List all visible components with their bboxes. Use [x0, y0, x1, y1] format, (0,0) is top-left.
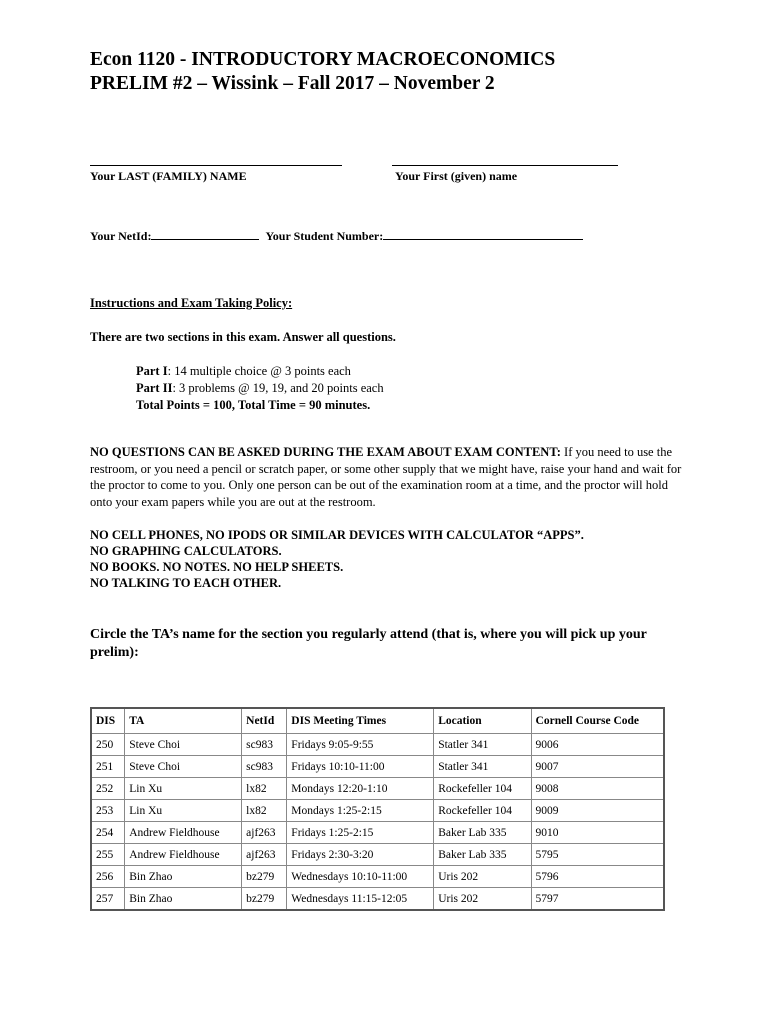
no-questions-bold: NO QUESTIONS CAN BE ASKED DURING THE EXAM ABOUT EXAM CONTENT: — [90, 445, 561, 459]
header-location: Location — [434, 708, 531, 734]
cell-location: Statler 341 — [434, 756, 531, 778]
cell-location: Baker Lab 335 — [434, 822, 531, 844]
cell-location: Rockefeller 104 — [434, 778, 531, 800]
cell-dis: 253 — [91, 800, 125, 822]
rule-no-talking: NO TALKING TO EACH OTHER. — [90, 576, 282, 590]
last-name-field[interactable] — [90, 165, 342, 166]
student-number-label: Your Student Number: — [265, 229, 384, 243]
cell-location: Statler 341 — [434, 734, 531, 756]
cell-ta[interactable]: Bin Zhao — [125, 866, 242, 888]
cell-meeting-time: Mondays 12:20-1:10 — [287, 778, 434, 800]
cell-meeting-time: Wednesdays 11:15-12:05 — [287, 888, 434, 911]
cell-dis: 256 — [91, 866, 125, 888]
cell-location: Baker Lab 335 — [434, 844, 531, 866]
cell-course-code: 9010 — [531, 822, 664, 844]
rule-cell-phones: NO CELL PHONES, NO IPODS OR SIMILAR DEVICES WITH CALCULATOR “APPS”. — [90, 528, 584, 542]
no-questions-paragraph — [90, 444, 690, 510]
exam-title — [90, 48, 555, 96]
cell-course-code: 5796 — [531, 866, 664, 888]
table-row — [91, 800, 664, 822]
table-row — [91, 756, 664, 778]
cell-location: Rockefeller 104 — [434, 800, 531, 822]
rules-list — [90, 527, 584, 591]
sections-line: There are two sections in this exam. Answer all questions. — [90, 330, 396, 344]
header-netid: NetId — [242, 708, 287, 734]
part1-label: Part I — [136, 364, 168, 378]
total-line: Total Points = 100, Total Time = 90 minutes. — [136, 398, 371, 412]
cell-meeting-time: Mondays 1:25-2:15 — [287, 800, 434, 822]
part1-line — [136, 363, 384, 380]
header-meeting-times: DIS Meeting Times — [287, 708, 434, 734]
cell-course-code: 9006 — [531, 734, 664, 756]
cell-course-code: 9008 — [531, 778, 664, 800]
cell-ta[interactable]: Andrew Fieldhouse — [125, 844, 242, 866]
cell-meeting-time: Fridays 9:05-9:55 — [287, 734, 434, 756]
header-dis: DIS — [91, 708, 125, 734]
first-name-label: Your First (given) name — [395, 169, 518, 183]
cell-ta[interactable]: Lin Xu — [125, 800, 242, 822]
cell-dis: 251 — [91, 756, 125, 778]
cell-dis: 254 — [91, 822, 125, 844]
cell-netid: bz279 — [242, 866, 287, 888]
cell-course-code: 5795 — [531, 844, 664, 866]
cell-dis: 252 — [91, 778, 125, 800]
cell-netid: ajf263 — [242, 822, 287, 844]
cell-course-code: 9009 — [531, 800, 664, 822]
cell-ta[interactable]: Andrew Fieldhouse — [125, 822, 242, 844]
cell-meeting-time: Wednesdays 10:10-11:00 — [287, 866, 434, 888]
cell-netid: lx82 — [242, 800, 287, 822]
table-row — [91, 778, 664, 800]
student-number-field[interactable] — [383, 228, 583, 240]
part1-text: : 14 multiple choice @ 3 points each — [167, 364, 351, 378]
rule-books-notes: NO BOOKS. NO NOTES. NO HELP SHEETS. — [90, 560, 344, 574]
cell-location: Uris 202 — [434, 866, 531, 888]
instructions-heading: Instructions and Exam Taking Policy: — [90, 296, 293, 310]
table-row — [91, 866, 664, 888]
cell-ta[interactable]: Steve Choi — [125, 756, 242, 778]
cell-course-code: 9007 — [531, 756, 664, 778]
table-header-row — [91, 708, 664, 734]
cell-netid: sc983 — [242, 756, 287, 778]
cell-netid: ajf263 — [242, 844, 287, 866]
cell-ta[interactable]: Lin Xu — [125, 778, 242, 800]
table-row — [91, 734, 664, 756]
ta-sections-table — [90, 707, 665, 911]
table-row — [91, 822, 664, 844]
part2-text: : 3 problems @ 19, 19, and 20 points each — [172, 381, 384, 395]
part2-label: Part II — [136, 381, 173, 395]
header-course-code: Cornell Course Code — [531, 708, 664, 734]
prelim-title: PRELIM #2 – Wissink – Fall 2017 – November 2 — [90, 73, 495, 94]
cell-meeting-time: Fridays 2:30-3:20 — [287, 844, 434, 866]
cell-ta[interactable]: Steve Choi — [125, 734, 242, 756]
table-row — [91, 888, 664, 911]
cell-dis: 250 — [91, 734, 125, 756]
netid-label: Your NetId: — [90, 229, 152, 243]
cell-course-code: 5797 — [531, 888, 664, 911]
id-row — [90, 228, 583, 244]
parts-block — [136, 363, 384, 414]
cell-netid: lx82 — [242, 778, 287, 800]
course-title: Econ 1120 - INTRODUCTORY MACROECONOMICS — [90, 49, 556, 70]
cell-meeting-time: Fridays 10:10-11:00 — [287, 756, 434, 778]
cell-ta[interactable]: Bin Zhao — [125, 888, 242, 911]
cell-netid: sc983 — [242, 734, 287, 756]
cell-meeting-time: Fridays 1:25-2:15 — [287, 822, 434, 844]
netid-field[interactable] — [151, 228, 259, 240]
part2-line — [136, 380, 384, 397]
table-row — [91, 844, 664, 866]
last-name-label: Your LAST (FAMILY) NAME — [90, 169, 247, 183]
cell-dis: 257 — [91, 888, 125, 911]
no-questions-text: If you need to use the restroom, or you need a pencil or scratch paper, or some other supply that we might have, raise your hand and wait for the proctor to come to you. Only one person can be out of the examination room at a time, and the proctor will hold onto your exam papers while you are out at the restroom. — [90, 445, 682, 509]
cell-location: Uris 202 — [434, 888, 531, 911]
first-name-field[interactable] — [392, 165, 618, 166]
cell-dis: 255 — [91, 844, 125, 866]
rule-graphing-calculators: NO GRAPHING CALCULATORS. — [90, 544, 282, 558]
circle-ta-instruction: Circle the TA’s name for the section you regularly attend (that is, where you will pick up your prelim): — [90, 627, 647, 660]
cell-netid: bz279 — [242, 888, 287, 911]
header-ta: TA — [125, 708, 242, 734]
